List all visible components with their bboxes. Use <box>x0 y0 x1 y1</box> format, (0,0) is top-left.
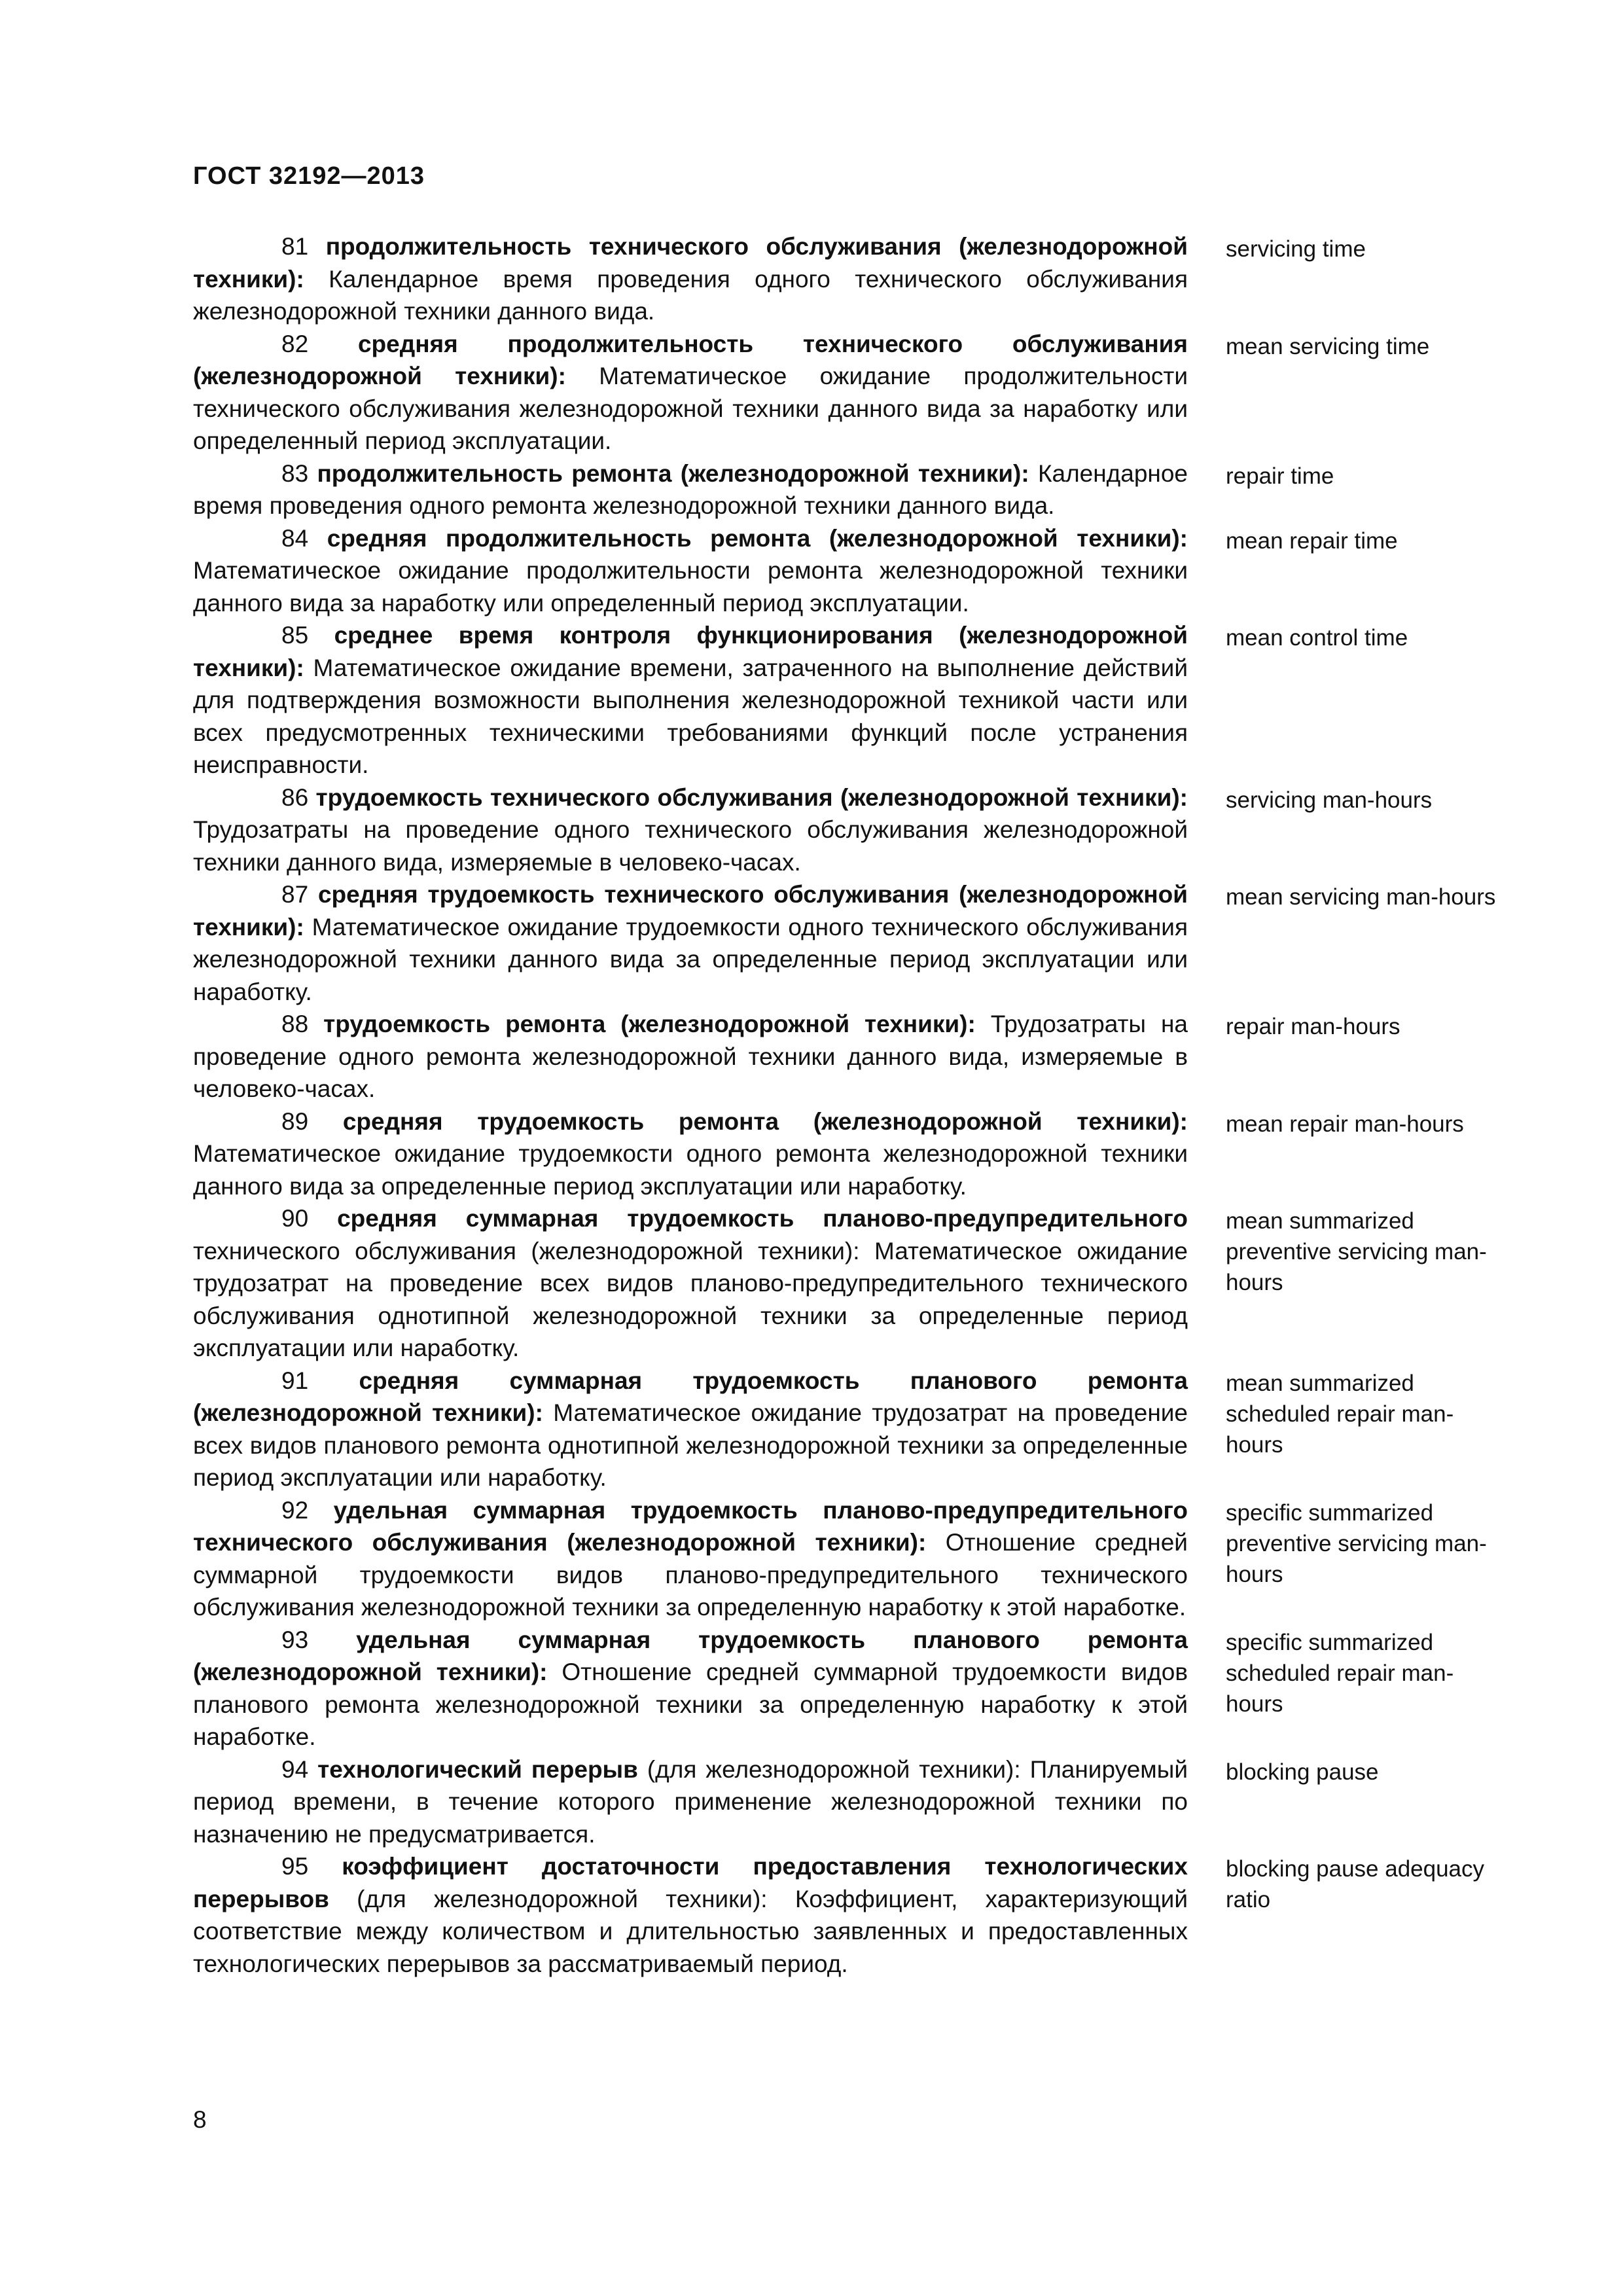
term-text: технического обслуживания (железнодорожной техники): Математическое ожидание трудозатрат на проведение всех видов планово-предупредительного технического обслуживания однотипной железнодорожной техники за определенные период эксплуатации или наработку. <box>193 1237 1188 1361</box>
term-number: 85 <box>281 622 309 649</box>
term-entry-87 <box>193 878 1535 1008</box>
english-equivalent: mean repair time <box>1226 528 1398 554</box>
term-definition <box>193 781 1188 879</box>
term-text: Календарное время проведения одного ремонта железнодорожной техники данного вида. <box>193 459 1188 519</box>
term-definition <box>193 1365 1188 1494</box>
english-equivalent: blocking pause <box>1226 1759 1379 1785</box>
term-definition <box>193 1105 1188 1203</box>
term-entry-89 <box>193 1105 1535 1203</box>
term-text: (для железнодорожной техники): Коэффициент, характеризующий соответствие между количеством и длительностью заявленных и предоставленных технологических перерывов за рассматриваемый период. <box>193 1885 1188 1977</box>
term-definition <box>193 230 1188 328</box>
term-number: 91 <box>281 1367 309 1394</box>
term-entry-91 <box>193 1365 1535 1494</box>
term-number: 82 <box>281 330 309 357</box>
term-name: средняя трудоемкость ремонта (железнодорожной техники): <box>342 1107 1188 1135</box>
term-definition <box>193 878 1188 1008</box>
term-text: Математическое ожидание времени, затраченного на выполнение действий для подтверждения возможности выполнения железнодорожной техникой части или всех предусмотренных техническими требованиями функций после устранения неисправности. <box>193 654 1188 778</box>
english-equivalent: mean control time <box>1226 625 1408 651</box>
term-number: 94 <box>281 1755 309 1783</box>
term-text: (для железнодорожной техники): Планируемый период времени, в течение которого применение железнодорожной техники по назначению не предусматривается. <box>193 1755 1188 1848</box>
term-name: трудоемкость ремонта (железнодорожной техники): <box>323 1011 976 1037</box>
term-entry-82 <box>193 328 1535 457</box>
english-equivalent: mean servicing time <box>1226 333 1430 359</box>
term-name: средняя продолжительность ремонта (железнодорожной техники): <box>327 524 1188 552</box>
term-text: Трудозатраты на проведение одного технического обслуживания железнодорожной техники данного вида, измеряемые в человеко-часах. <box>193 816 1188 876</box>
term-definition <box>193 1008 1188 1105</box>
term-text: Математическое ожидание трудоемкости одного технического обслуживания железнодорожной техники данного вида за определенные период эксплуатации или наработку. <box>193 913 1188 1005</box>
term-definition <box>193 522 1188 620</box>
term-name: продолжительность технического обслуживания (железнодорожной техники): <box>193 233 1188 293</box>
english-equivalent: repair man-hours <box>1226 1014 1400 1039</box>
term-definition <box>193 619 1188 781</box>
term-number: 88 <box>281 1011 309 1037</box>
term-definition <box>193 1624 1188 1753</box>
term-text: Трудозатраты на проведение одного ремонта железнодорожной техники данного вида, измеряемые в человеко-часах. <box>193 1011 1188 1102</box>
term-number: 83 <box>281 459 309 487</box>
english-equivalent: repair time <box>1226 463 1334 489</box>
term-text: Математическое ожидание продолжительности ремонта железнодорожной техники данного вида за наработку или определенный период эксплуатации. <box>193 557 1188 617</box>
term-number: 89 <box>281 1107 309 1135</box>
term-entry-84 <box>193 522 1535 620</box>
english-equivalent: mean repair man-hours <box>1226 1111 1464 1137</box>
term-number: 90 <box>281 1205 309 1232</box>
english-equivalent: blocking pause adequacy ratio <box>1226 1856 1485 1912</box>
terms-list <box>193 230 1535 1980</box>
term-number: 87 <box>281 881 309 908</box>
term-entry-88 <box>193 1008 1535 1105</box>
term-number: 92 <box>281 1496 309 1524</box>
term-number: 86 <box>281 783 309 811</box>
term-entry-86 <box>193 781 1535 879</box>
english-equivalent: mean summarized preventive servicing man-hours <box>1226 1208 1487 1295</box>
term-definition <box>193 328 1188 457</box>
term-entry-90 <box>193 1202 1535 1365</box>
term-name: удельная суммарная трудоемкость планово-предупредительного технического обслуживания (железнодорожной техники): <box>193 1496 1188 1556</box>
term-name: средняя продолжительность технического обслуживания (железнодорожной техники): <box>193 330 1188 389</box>
term-text: Математическое ожидание трудоемкости одного ремонта железнодорожной техники данного вида за определенные период эксплуатации или наработку. <box>193 1140 1188 1200</box>
term-number: 81 <box>281 233 309 260</box>
term-text: Отношение средней суммарной трудоемкости видов планово-предупредительного технического обслуживания железнодорожной техники за определенную наработку к этой наработке. <box>193 1529 1188 1621</box>
english-equivalent: specific summarized scheduled repair man-hours <box>1226 1629 1454 1717</box>
term-name: средняя суммарная трудоемкость планово-предупредительного <box>337 1205 1188 1232</box>
term-name: трудоемкость технического обслуживания (железнодорожной техники): <box>315 783 1188 811</box>
term-text: Календарное время проведения одного технического обслуживания железнодорожной техники данного вида. <box>193 265 1188 325</box>
term-name: средняя суммарная трудоемкость планового ремонта (железнодорожной техники): <box>193 1367 1188 1426</box>
page-header: ГОСТ 32192—2013 <box>193 162 425 190</box>
english-equivalent: servicing man-hours <box>1226 787 1433 813</box>
term-entry-93 <box>193 1624 1535 1753</box>
english-equivalent: mean servicing man-hours <box>1226 884 1496 910</box>
term-number: 93 <box>281 1626 309 1653</box>
term-name: средняя трудоемкость технического обслуживания (железнодорожной техники): <box>193 881 1188 941</box>
english-equivalent: specific summarized preventive servicing man-hours <box>1226 1499 1487 1587</box>
term-entry-94 <box>193 1753 1535 1851</box>
term-name: продолжительность ремонта (железнодорожной техники): <box>317 459 1029 487</box>
term-number: 95 <box>281 1853 309 1880</box>
term-entry-92 <box>193 1494 1535 1624</box>
term-entry-83 <box>193 457 1535 522</box>
term-name: среднее время контроля функционирования (железнодорожной техники): <box>193 622 1188 681</box>
term-entry-85 <box>193 619 1535 781</box>
term-name: коэффициент достаточности предоставления технологических перерывов <box>193 1853 1188 1912</box>
english-equivalent: servicing time <box>1226 236 1366 262</box>
english-equivalent: mean summarized scheduled repair man-hours <box>1226 1370 1454 1458</box>
term-definition <box>193 1753 1188 1851</box>
term-text: Отношение средней суммарной трудоемкости видов планового ремонта железнодорожной техники за определенную наработку к этой наработке. <box>193 1659 1188 1750</box>
term-definition <box>193 1202 1188 1365</box>
term-text: Математическое ожидание трудозатрат на проведение всех видов планового ремонта однотипной железнодорожной техники за определенные период эксплуатации или наработку. <box>193 1399 1188 1491</box>
term-name: технологический перерыв <box>317 1755 638 1783</box>
term-entry-95 <box>193 1850 1535 1980</box>
term-entry-81 <box>193 230 1535 328</box>
term-definition <box>193 1850 1188 1980</box>
page-number: 8 <box>193 2106 207 2133</box>
term-definition <box>193 457 1188 522</box>
term-name: удельная суммарная трудоемкость планового ремонта (железнодорожной техники): <box>193 1626 1188 1685</box>
term-text: Математическое ожидание продолжительности технического обслуживания железнодорожной техники данного вида за наработку или определенный период эксплуатации. <box>193 363 1188 454</box>
term-number: 84 <box>281 524 309 552</box>
term-definition <box>193 1494 1188 1624</box>
